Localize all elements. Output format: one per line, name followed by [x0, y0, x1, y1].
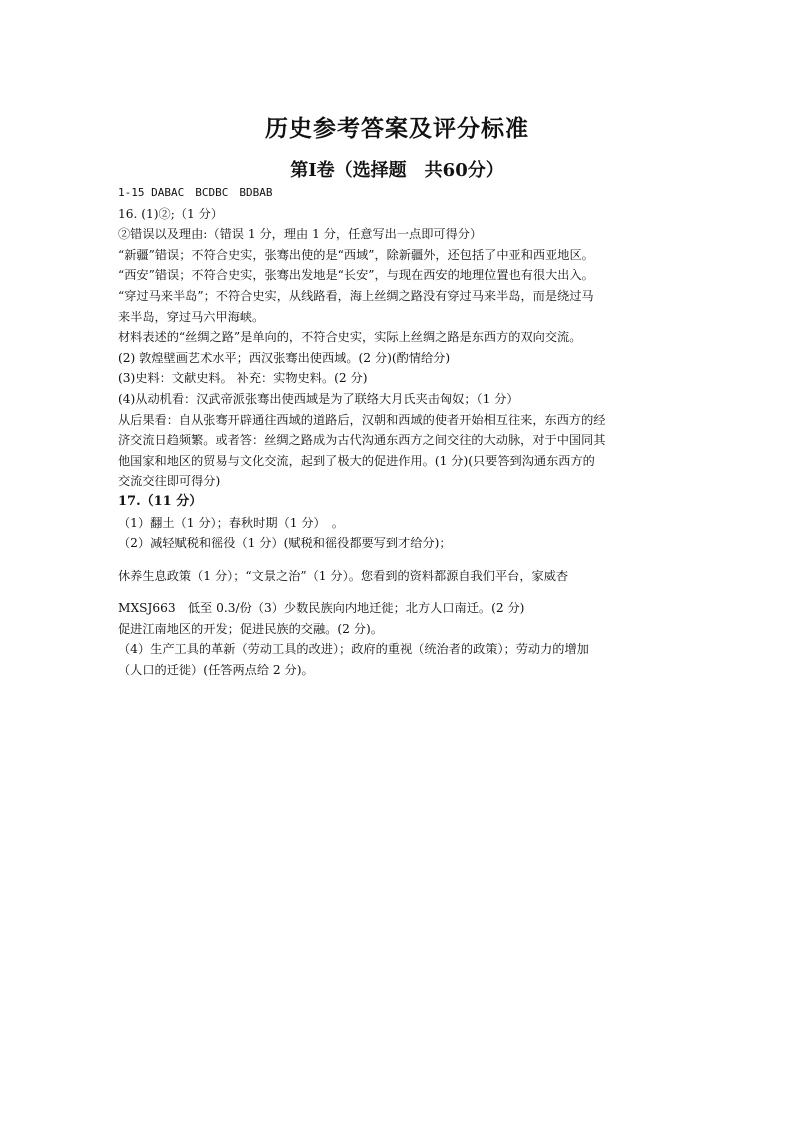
- answer-line-16-2: (2) 敦煌壁画艺术水平；西汉张骞出使西域。(2 分)(酌情给分): [118, 350, 451, 365]
- answer-line-16-4: (4)从动机看：汉武帝派张骞出使西域是为了联络大月氏夹击匈奴；（1 分）: [118, 391, 519, 406]
- answer-line: “新疆”错误；不符合史实，张骞出使的是“西域”，除新疆外，还包括了中亚和西亚地区。: [118, 247, 594, 262]
- answer-line-17-1: （1）翻土（1 分）；春秋时期（1 分） 。: [118, 515, 344, 530]
- answer-line-17-3: MXSJ663 低至 0.3/份（3）少数民族向内地迁徙；北方人口南迁。(2 分): [118, 601, 525, 616]
- answer-line: ②错误以及理由:（错误 1 分，理由 1 分，任意写出一点即可得分）: [118, 227, 483, 242]
- answer-line: 从后果看：自从张骞开辟通往西域的道路后，汉朝和西域的使者开始相互往来，东西方的经: [118, 412, 606, 427]
- answer-line: 交流交往即可得分): [118, 474, 221, 489]
- answer-line: 休养生息政策（1 分）；“文景之治”（1 分）。您看到的资料都源自我们平台，家威杏: [118, 568, 569, 583]
- answer-line: “西安”错误；不符合史实，张骞出发地是“长安”，与现在西安的地理位置也有很大出入。: [118, 268, 594, 283]
- answer-line-16-3: (3)史料：文献史料。 补充：实物史料。(2 分): [118, 371, 368, 386]
- answer-line-17-2: （2）减轻赋税和徭役（1 分）(赋税和徭役都要写到才给分)；: [118, 536, 452, 551]
- answer-line: “穿过马来半岛”；不符合史实，从线路看，海上丝绸之路没有穿过马来半岛，而是绕过马: [118, 288, 594, 303]
- answer-body: [118, 183, 688, 681]
- section-title: 第Ⅰ卷（选择题 共60分）: [290, 160, 504, 181]
- page-title: 历史参考答案及评分标准: [265, 115, 529, 142]
- answer-line-16-1: 16. (1)②;（1 分）: [118, 206, 224, 221]
- answer-line: （人口的迁徙）(任答两点给 2 分)。: [118, 663, 314, 678]
- answer-line: 济交流日趋频繁。或者答：丝绸之路成为古代沟通东西方之间交往的大动脉，对于中国同其: [118, 433, 606, 448]
- answer-line: 来半岛，穿过马六甲海峡。: [118, 309, 265, 324]
- answer-line-mc: 1-15 DABAC BCDBC BDBAB: [118, 186, 273, 199]
- answer-line: 材料表述的“丝绸之路”是单向的，不符合史实，实际上丝绸之路是东西方的双向交流。: [118, 330, 582, 345]
- answer-line-17-4: （4）生产工具的革新（劳动工具的改进）；政府的重视（统治者的政策）；劳动力的增加: [118, 642, 589, 657]
- question-17-heading: 17.（11 分）: [118, 493, 203, 509]
- answer-line: 促进江南地区的开发；促进民族的交融。(2 分)。: [118, 621, 383, 636]
- answer-line: 他国家和地区的贸易与文化交流，起到了极大的促进作用。(1 分)(只要答到沟通东西方的: [118, 453, 595, 468]
